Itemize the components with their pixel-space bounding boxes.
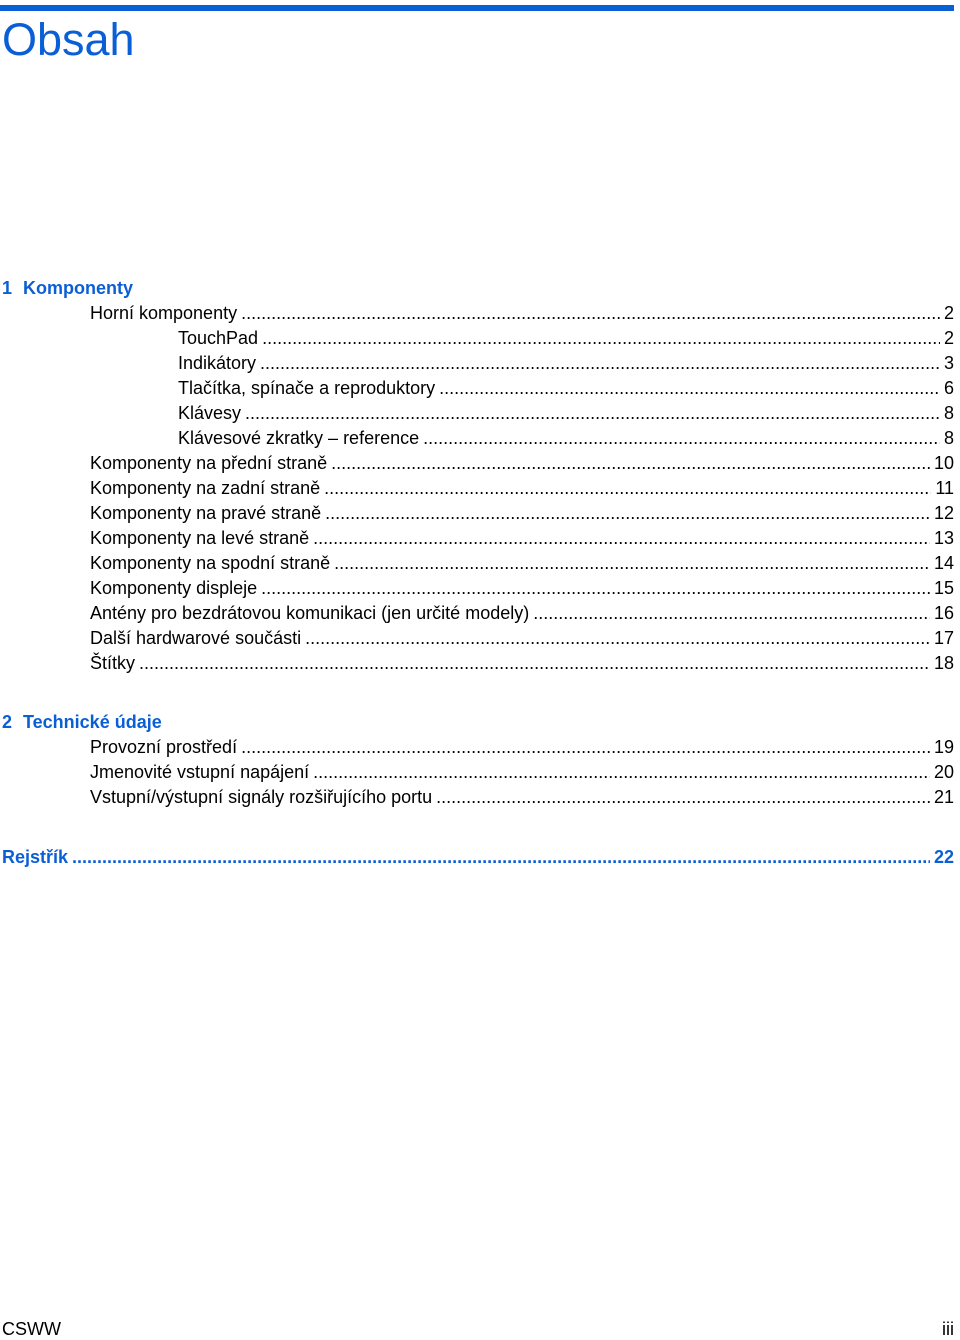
toc-entry-label: Komponenty na levé straně — [90, 528, 310, 548]
toc-entry-page: 13 — [933, 528, 954, 548]
chapter-number: 2 — [2, 712, 13, 732]
toc-entry[interactable] — [90, 651, 954, 676]
toc-entry-page: 8 — [943, 403, 954, 423]
toc-index-entry[interactable] — [2, 845, 954, 870]
toc-entry[interactable] — [178, 326, 954, 351]
toc-entry-page: 14 — [933, 553, 954, 573]
dot-leader — [305, 626, 930, 651]
toc-entry[interactable] — [90, 785, 954, 810]
toc-entry-page: 3 — [943, 353, 954, 373]
toc-entry-page: 15 — [933, 578, 954, 598]
toc-entry-label: Komponenty na přední straně — [90, 453, 328, 473]
toc-entry[interactable] — [178, 351, 954, 376]
chapter-title: Technické údaje — [23, 712, 162, 732]
toc-entry-page: 11 — [935, 478, 954, 498]
toc-entry-label: Komponenty na pravé straně — [90, 503, 322, 523]
dot-leader — [313, 526, 930, 551]
dot-leader — [72, 845, 930, 870]
toc-entry[interactable] — [90, 735, 954, 760]
toc-entry[interactable] — [90, 451, 954, 476]
page-title: Obsah — [2, 14, 135, 65]
toc-entry-label: Tlačítka, spínače a reproduktory — [178, 378, 436, 398]
dot-leader — [241, 301, 940, 326]
dot-leader — [241, 735, 930, 760]
toc-entry[interactable] — [90, 626, 954, 651]
toc-entry[interactable] — [90, 526, 954, 551]
toc-entry[interactable] — [90, 551, 954, 576]
toc-entry-label: Indikátory — [178, 353, 257, 373]
index-label: Rejstřík — [2, 847, 69, 867]
index-page: 22 — [933, 847, 954, 867]
dot-leader — [331, 451, 930, 476]
toc-entry-page: 18 — [933, 653, 954, 673]
dot-leader — [324, 476, 931, 501]
toc-entry-page: 20 — [933, 762, 954, 782]
dot-leader — [260, 351, 940, 376]
toc-entry-page: 19 — [933, 737, 954, 757]
toc-entry-page: 6 — [943, 378, 954, 398]
toc-entry[interactable] — [178, 401, 954, 426]
toc-entry-label: Komponenty na spodní straně — [90, 553, 331, 573]
chapter-number: 1 — [2, 278, 13, 298]
toc-entry-page: 12 — [933, 503, 954, 523]
toc-entry-label: Další hardwarové součásti — [90, 628, 302, 648]
toc-entry-page: 16 — [933, 603, 954, 623]
toc-entry-label: Antény pro bezdrátovou komunikaci (jen určité modely) — [90, 603, 530, 623]
toc-entry-label: Provozní prostředí — [90, 737, 238, 757]
toc-entry[interactable] — [178, 376, 954, 401]
dot-leader — [334, 551, 930, 576]
toc-entry-page: 2 — [943, 303, 954, 323]
dot-leader — [325, 501, 930, 526]
dot-leader — [439, 376, 940, 401]
toc-entry-label: TouchPad — [178, 328, 259, 348]
dot-leader — [313, 760, 930, 785]
toc-entry-label: Horní komponenty — [90, 303, 238, 323]
footer-page-number: iii — [942, 1319, 954, 1339]
toc-entry[interactable] — [90, 476, 954, 501]
toc-entry[interactable] — [90, 601, 954, 626]
dot-leader — [261, 576, 930, 601]
toc-entry[interactable] — [90, 301, 954, 326]
dot-leader — [436, 785, 930, 810]
toc-entry[interactable] — [90, 760, 954, 785]
toc-entry-label: Štítky — [90, 653, 136, 673]
toc-entry[interactable] — [90, 501, 954, 526]
toc-entry[interactable] — [178, 426, 954, 451]
chapter-heading-1[interactable] — [2, 276, 133, 301]
dot-leader — [533, 601, 930, 626]
dot-leader — [262, 326, 940, 351]
chapter-heading-2[interactable] — [2, 710, 162, 735]
toc-entry-page: 21 — [933, 787, 954, 807]
toc-entry-label: Vstupní/výstupní signály rozšiřujícího portu — [90, 787, 433, 807]
toc-entry-label: Klávesové zkratky – reference — [178, 428, 420, 448]
toc-entry-label: Klávesy — [178, 403, 242, 423]
toc-entry-label: Komponenty na zadní straně — [90, 478, 321, 498]
toc-entry-page: 8 — [943, 428, 954, 448]
toc-entry-label: Jmenovité vstupní napájení — [90, 762, 310, 782]
toc-entry-page: 10 — [933, 453, 954, 473]
toc-entry-page: 17 — [933, 628, 954, 648]
dot-leader — [423, 426, 940, 451]
toc-entry[interactable] — [90, 576, 954, 601]
dot-leader — [245, 401, 940, 426]
toc-entry-label: Komponenty displeje — [90, 578, 258, 598]
top-rule — [0, 5, 954, 11]
toc-entry-page: 2 — [943, 328, 954, 348]
chapter-title: Komponenty — [23, 278, 133, 298]
footer-doc-code: CSWW — [2, 1319, 61, 1339]
dot-leader — [139, 651, 930, 676]
